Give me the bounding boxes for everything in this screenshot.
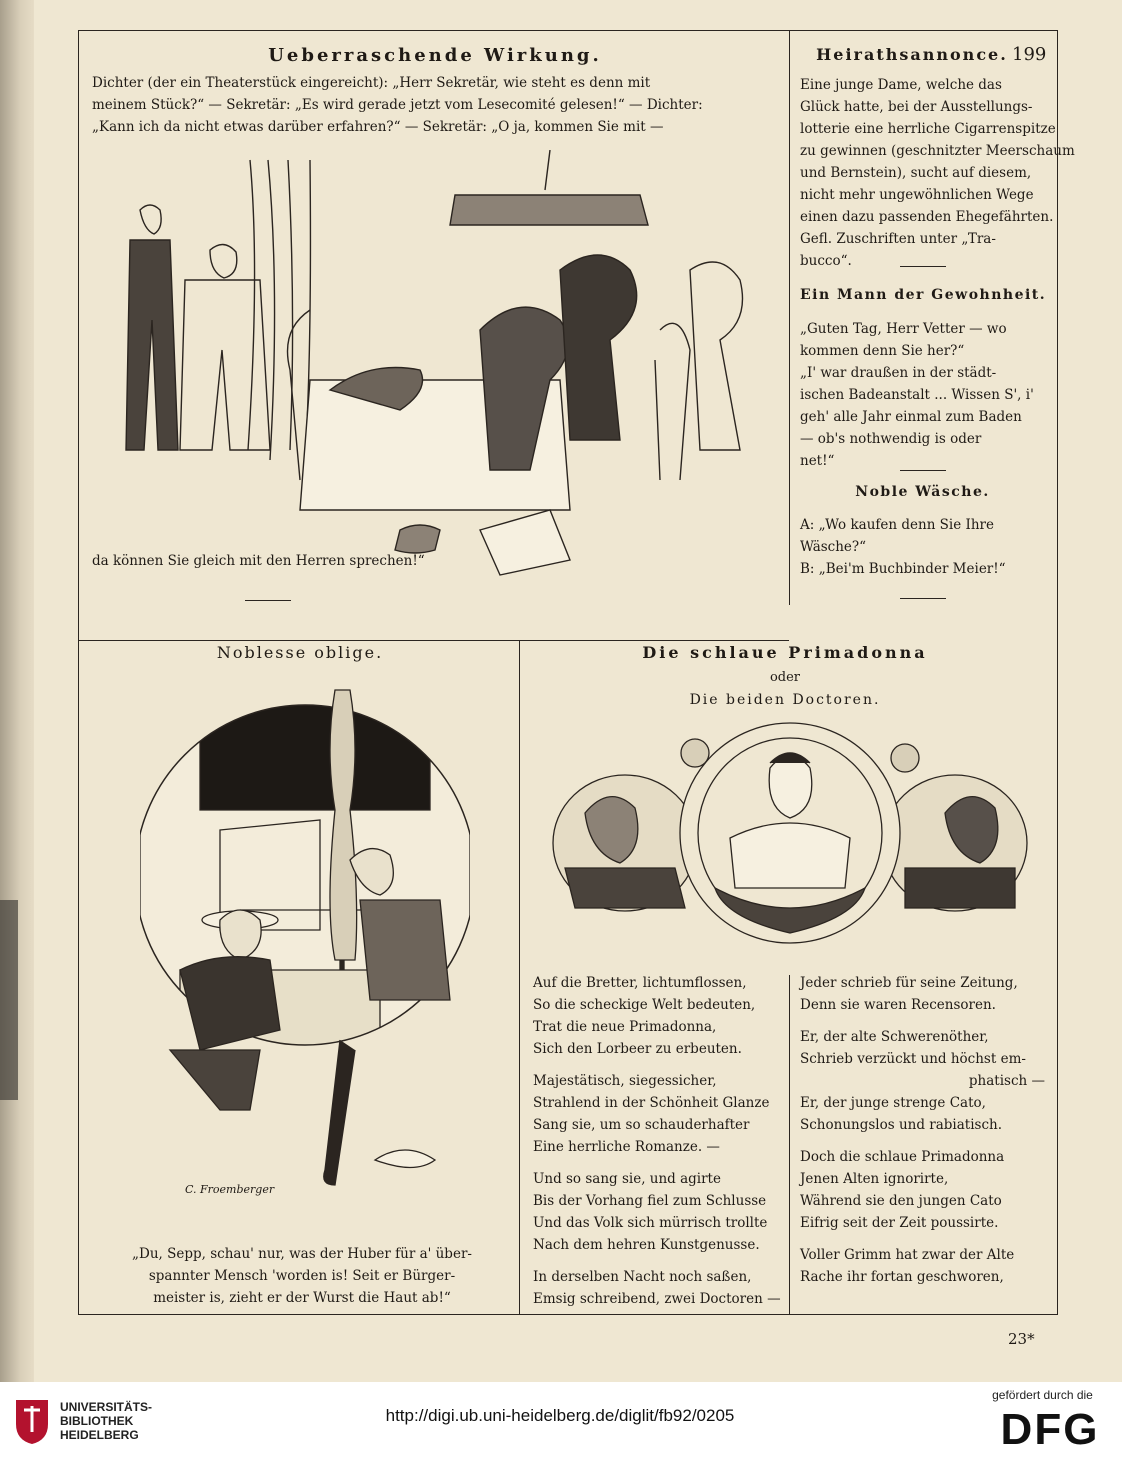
stanza-gap xyxy=(533,1256,781,1266)
poem-line: Majestätisch, siegessicher, xyxy=(533,1073,717,1089)
title-heirathsannonce: Heirathsannonce. xyxy=(816,45,1008,64)
poem-line: Trat die neue Primadonna, xyxy=(533,1019,717,1035)
column-rule-middle xyxy=(519,640,520,1315)
stanza-gap xyxy=(533,1060,781,1070)
poem-line: Und so sang sie, und agirte xyxy=(533,1171,721,1187)
text-line: „Guten Tag, Herr Vetter — wo xyxy=(800,321,1007,337)
poem-line: Jenen Alten ignorirte, xyxy=(800,1171,949,1187)
caption-line: „Du, Sepp, schau' nur, was der Huber für a' über- xyxy=(132,1246,472,1262)
poem-line: Bis der Vorhang fiel zum Schlusse xyxy=(533,1193,767,1209)
book-gutter xyxy=(0,0,34,1382)
primadonna-illustration xyxy=(545,718,1035,958)
subtitle-doctoren: Die beiden Doctoren. xyxy=(689,692,881,708)
caption-top xyxy=(92,550,492,572)
poem-column-2 xyxy=(800,972,1045,1288)
library-line: BIBLIOTHEK xyxy=(60,1414,134,1428)
text-line: net!“ xyxy=(800,453,835,469)
stanza-gap xyxy=(533,1158,781,1168)
dfg-logo: DFG xyxy=(1000,1405,1100,1454)
poem-column-rule xyxy=(789,975,790,1315)
text-line: A: „Wo kaufen denn Sie Ihre xyxy=(800,517,995,533)
oder-label: oder xyxy=(769,670,801,685)
poem-line: Schonungslos und rabiatisch. xyxy=(800,1117,1002,1133)
text-line: und Bernstein), sucht auf diesem, xyxy=(800,165,1032,181)
short-rule xyxy=(900,470,946,471)
poem-column-1 xyxy=(533,972,781,1310)
text-line: Eine junge Dame, welche das xyxy=(800,77,1002,93)
text-line: einen dazu passenden Ehegefährten. xyxy=(800,209,1054,225)
text-line: bucco“. xyxy=(800,253,852,269)
poem-line: Strahlend in der Schönheit Glanze xyxy=(533,1095,770,1111)
source-url-link[interactable]: http://digi.ub.uni-heidelberg.de/diglit/fb92/0205 xyxy=(385,1406,735,1425)
title-ueberraschende-wirkung: Ueberraschende Wirkung. xyxy=(268,45,602,66)
intro-line: Dichter (der ein Theaterstück eingereicht): „Herr Sekretär, wie steht es denn mit xyxy=(92,75,651,91)
library-line: HEIDELBERG xyxy=(60,1428,139,1442)
poem-line: phatisch — xyxy=(968,1073,1045,1089)
poem-line: Rache ihr fortan geschworen, xyxy=(800,1269,1004,1285)
poem-line: Auf die Bretter, lichtumflossen, xyxy=(533,975,747,991)
section-rule xyxy=(78,640,789,641)
poem-line: Voller Grimm hat zwar der Alte xyxy=(800,1247,1015,1263)
text-line: B: „Bei'm Buchbinder Meier!“ xyxy=(800,561,1006,577)
text-line: ischen Badeanstalt ... Wissen S', i' xyxy=(800,387,1034,403)
neighbor-page-edge xyxy=(0,900,18,1100)
intro-line: „Kann ich da nicht etwas darüber erfahren?“ — Sekretär: „O ja, kommen Sie mit — xyxy=(92,119,664,135)
text-line: Glück hatte, bei der Ausstellungs- xyxy=(800,99,1033,115)
text-line: Gefl. Zuschriften unter „Tra- xyxy=(800,231,996,247)
text-line: kommen denn Sie her?“ xyxy=(800,343,965,359)
text-line: lotterie eine herrliche Cigarrenspitze xyxy=(800,121,1056,137)
heirathsannonce-text xyxy=(800,74,1075,272)
library-line: UNIVERSITÄTS- xyxy=(60,1400,153,1414)
university-seal-icon xyxy=(12,1396,52,1446)
artist-signature: C. Froemberger xyxy=(185,1183,275,1196)
poem-line: Emsig schreibend, zwei Doctoren — xyxy=(533,1291,781,1307)
caption-line: da können Sie gleich mit den Herren sprechen!“ xyxy=(92,553,425,569)
text-line: zu gewinnen (geschnitzter Meerschaum xyxy=(800,143,1075,159)
stanza-gap xyxy=(800,1234,1045,1244)
title-primadonna: Die schlaue Primadonna xyxy=(642,643,928,662)
theater-committee-illustration xyxy=(100,150,780,595)
caption-line: spannter Mensch 'worden is! Seit er Bürger- xyxy=(148,1268,456,1284)
poem-line: So die scheckige Welt bedeuten, xyxy=(533,997,756,1013)
poem-line: Jeder schrieb für seine Zeitung, xyxy=(800,975,1018,991)
library-name xyxy=(60,1400,152,1442)
page-number: 199 xyxy=(1012,44,1047,65)
poem-line: Er, der alte Schwerenöther, xyxy=(800,1029,989,1045)
stanza-gap xyxy=(800,1016,1045,1026)
signature-mark: 23* xyxy=(1008,1330,1035,1348)
text-line: Wäsche?“ xyxy=(800,539,867,555)
poem-line: Schrieb verzückt und höchst em- xyxy=(800,1051,1026,1067)
poem-line: Sang sie, um so schauderhafter xyxy=(533,1117,750,1133)
poem-line: Nach dem hehren Kunstgenusse. xyxy=(533,1237,760,1253)
noblesse-illustration xyxy=(140,670,470,1200)
intro-paragraph xyxy=(92,72,778,138)
gewohnheit-text xyxy=(800,318,1045,472)
title-noblesse-oblige: Noblesse oblige. xyxy=(216,643,384,662)
text-line: geh' alle Jahr einmal zum Baden xyxy=(800,409,1022,425)
funded-by-label: gefördert durch die xyxy=(992,1388,1093,1402)
text-line: — ob's nothwendig is oder xyxy=(800,431,982,447)
poem-line: Sich den Lorbeer zu erbeuten. xyxy=(533,1041,742,1057)
column-rule-right xyxy=(789,30,790,605)
short-rule xyxy=(900,266,946,267)
poem-line: Eifrig seit der Zeit poussirte. xyxy=(800,1215,999,1231)
poem-line: Doch die schlaue Primadonna xyxy=(800,1149,1005,1165)
short-rule xyxy=(900,598,946,599)
caption-line: meister is, zieht er der Wurst die Haut ab!“ xyxy=(153,1290,451,1306)
poem-line: Denn sie waren Recensoren. xyxy=(800,997,996,1013)
intro-line: meinem Stück?“ — Sekretär: „Es wird gerade jetzt vom Lesecomité gelesen!“ — Dichter: xyxy=(92,97,703,113)
poem-line: Während sie den jungen Cato xyxy=(800,1193,1002,1209)
poem-line: In derselben Nacht noch saßen, xyxy=(533,1269,752,1285)
text-line: nicht mehr ungewöhnlichen Wege xyxy=(800,187,1034,203)
title-mann-der-gewohnheit: Ein Mann der Gewohnheit. xyxy=(800,287,1047,303)
poem-line: Und das Volk sich mürrisch trollte xyxy=(533,1215,768,1231)
noblesse-caption xyxy=(92,1243,512,1309)
short-rule xyxy=(245,600,291,601)
title-noble-waesche: Noble Wäsche. xyxy=(855,484,990,500)
poem-line: Eine herrliche Romanze. — xyxy=(533,1139,720,1155)
stanza-gap xyxy=(800,1136,1045,1146)
text-line: „I' war draußen in der städt- xyxy=(800,365,997,381)
digitization-footer xyxy=(0,1382,1122,1462)
poem-line: Er, der junge strenge Cato, xyxy=(800,1095,986,1111)
waesche-text xyxy=(800,514,1045,580)
